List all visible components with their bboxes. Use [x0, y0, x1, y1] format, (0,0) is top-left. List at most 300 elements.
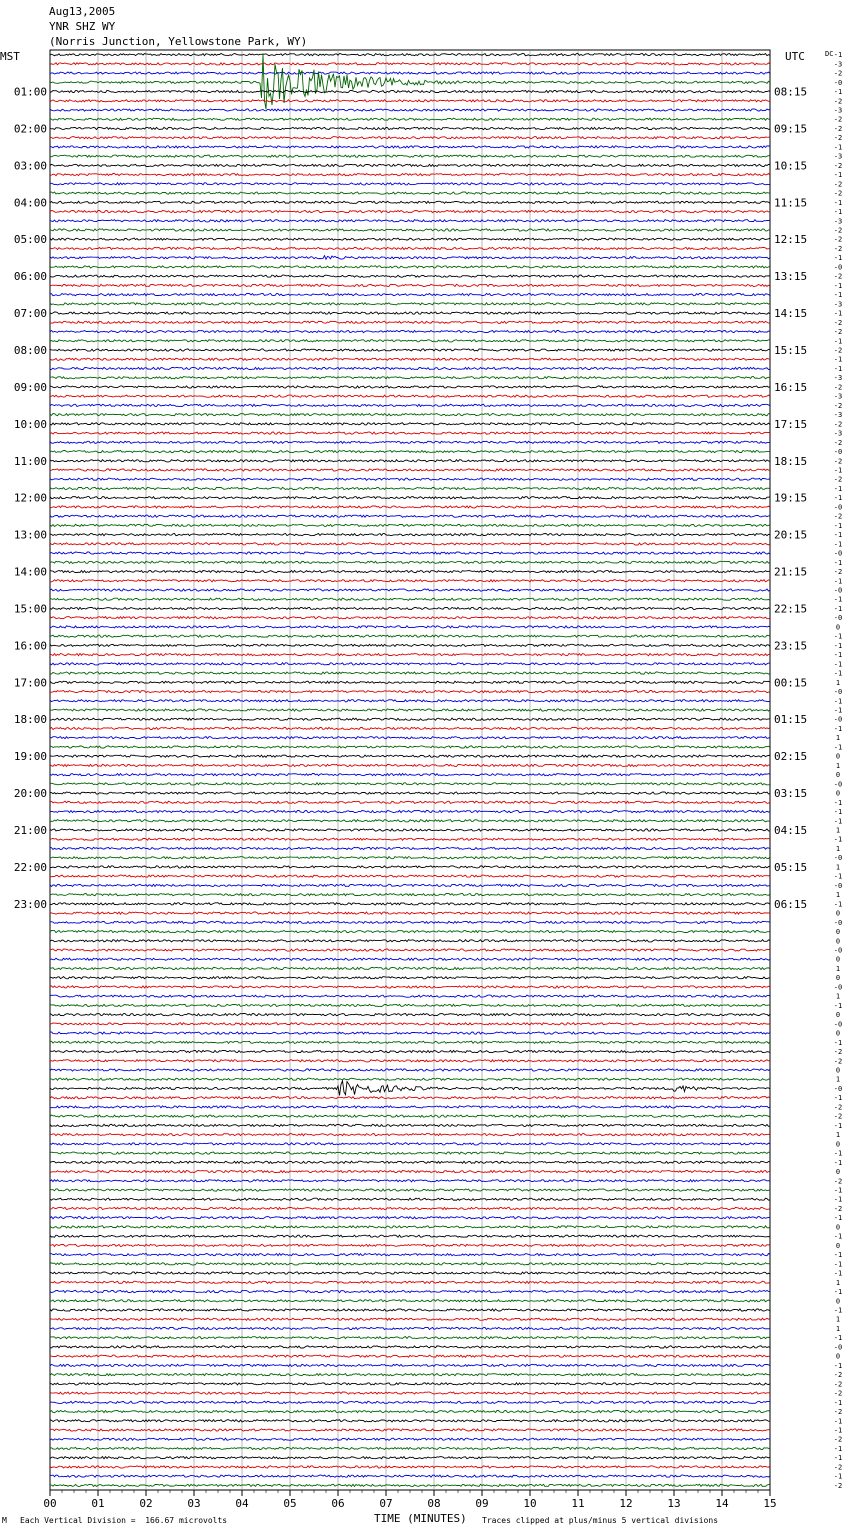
trace-line [50, 1124, 770, 1126]
trace-line [50, 709, 770, 711]
trace-line [50, 700, 770, 702]
dc-offset-label: 1 [835, 992, 841, 1001]
dc-offset-label: 0 [835, 1352, 841, 1361]
trace-line [50, 506, 770, 508]
dc-offset-label: 1 [835, 1278, 841, 1287]
dc-offset-label: -1 [833, 1472, 843, 1481]
dc-offset-label: -2 [833, 383, 843, 392]
dc-offset-label: -2 [833, 244, 843, 253]
dc-offset-label: -3 [833, 429, 843, 438]
dc-offset-label: -2 [833, 346, 843, 355]
trace-line [50, 672, 770, 674]
trace-line [50, 524, 770, 526]
trace-line [50, 155, 770, 157]
trace-line [50, 875, 770, 877]
dc-offset-label: -2 [833, 235, 843, 244]
trace-line [50, 377, 770, 379]
trace-line [50, 1457, 770, 1459]
dc-offset-label: -2 [833, 115, 843, 124]
dc-offset-label: 1 [835, 1315, 841, 1324]
dc-offset-label: 0 [835, 771, 841, 780]
trace-line [50, 783, 770, 785]
mst-hour-label: 07:00 [13, 307, 47, 321]
trace-line [50, 386, 770, 388]
trace-line [50, 90, 770, 92]
dc-offset-label: -2 [833, 1408, 843, 1417]
dc-offset-label: -1 [833, 254, 843, 263]
trace-line [50, 164, 770, 166]
dc-offset-label: -2 [833, 272, 843, 281]
trace-line [50, 903, 770, 905]
dc-offset-label: -1 [833, 706, 843, 715]
trace-line [50, 654, 770, 656]
trace-line [50, 718, 770, 720]
dc-offset-label: 0 [835, 1223, 841, 1232]
trace-line [50, 995, 770, 997]
dc-offset-label: -1 [833, 1121, 843, 1130]
trace-line [50, 1364, 770, 1366]
dc-offset-label: -1 [833, 88, 843, 97]
dc-offset-label: -1 [833, 835, 843, 844]
dc-offset-label: -1 [833, 1334, 843, 1343]
trace-line [50, 1060, 770, 1062]
dc-offset-label: -2 [833, 180, 843, 189]
trace-line [50, 838, 770, 840]
station-label: YNR SHZ WY [49, 20, 116, 33]
trace-line [50, 884, 770, 886]
mst-hour-label: 13:00 [13, 528, 47, 542]
x-tick-label: 05 [283, 1497, 297, 1510]
x-tick-label: 12 [619, 1497, 633, 1510]
dc-offset-label: -1 [833, 531, 843, 540]
dc-offset-label: -1 [833, 364, 843, 373]
dc-offset-label: -1 [833, 1232, 843, 1241]
mst-hour-label: 02:00 [13, 122, 47, 136]
trace-line [50, 1281, 770, 1283]
dc-offset-label: -2 [833, 401, 843, 410]
dc-offset-label: -2 [833, 438, 843, 447]
trace-line [50, 977, 770, 979]
trace-line [50, 912, 770, 914]
utc-hour-label: 18:15 [774, 454, 808, 468]
dc-label: DC [825, 50, 834, 58]
dc-offset-label: -1 [833, 660, 843, 669]
trace-line [50, 1392, 770, 1394]
dc-offset-label: -2 [833, 568, 843, 577]
trace-line [50, 1014, 770, 1016]
dc-offset-label: -2 [833, 1112, 843, 1121]
trace-line [50, 1023, 770, 1025]
dc-offset-label: -1 [833, 337, 843, 346]
trace-line [50, 1097, 770, 1099]
dc-offset-label: -1 [833, 1288, 843, 1297]
utc-hour-label: 15:15 [774, 344, 808, 357]
dc-offset-label: -2 [833, 97, 843, 106]
dc-offset-label: -1 [833, 1158, 843, 1167]
dc-offset-label: -1 [833, 1454, 843, 1463]
dc-offset-label: -1 [833, 743, 843, 752]
trace-line [50, 940, 770, 942]
mst-label: MST [0, 50, 20, 63]
utc-hour-label: 03:15 [774, 787, 808, 801]
dc-offset-label: -2 [833, 1103, 843, 1112]
dc-offset-label: 1 [835, 761, 841, 770]
trace-line [50, 210, 770, 212]
dc-offset-label: -2 [833, 457, 843, 466]
dc-offset-label: -1 [833, 208, 843, 217]
utc-label: UTC [785, 50, 805, 63]
dc-offset-label: -1 [833, 281, 843, 290]
dc-offset-label: -0 [833, 263, 843, 272]
trace-line [50, 201, 770, 203]
dc-offset-label: 0 [835, 752, 841, 761]
trace-line [50, 487, 770, 489]
dc-offset-label: -0 [833, 1020, 843, 1029]
dc-offset-label: -1 [833, 808, 843, 817]
trace-line [50, 792, 770, 794]
dc-offset-label: 0 [835, 789, 841, 798]
dc-offset-label: -1 [833, 697, 843, 706]
dc-offset-label: -1 [833, 1269, 843, 1278]
dc-offset-label: -2 [833, 1463, 843, 1472]
x-tick-label: 06 [331, 1497, 345, 1510]
trace-line [50, 967, 770, 969]
trace-line [50, 238, 770, 240]
mst-hour-label: 01:00 [13, 85, 47, 99]
dc-offset-label: -3 [833, 411, 843, 420]
dc-offset-label: 1 [835, 678, 841, 687]
trace-line [50, 829, 770, 831]
trace-line [50, 1309, 770, 1311]
mst-hour-label: 09:00 [13, 380, 47, 394]
dc-offset-label: -2 [833, 1481, 843, 1490]
utc-hour-label: 20:15 [774, 528, 808, 542]
dc-offset-label: -1 [833, 1001, 843, 1010]
dc-offset-label: 0 [835, 623, 841, 632]
dc-offset-label: -2 [833, 69, 843, 78]
mst-hour-label: 22:00 [13, 860, 47, 874]
trace-line [50, 534, 770, 536]
mst-hour-label: 08:00 [13, 344, 47, 357]
mst-hour-label: 21:00 [13, 824, 47, 837]
dc-offset-label: -1 [833, 724, 843, 733]
mst-hour-label: 14:00 [13, 565, 47, 579]
x-tick-label: 08 [427, 1497, 441, 1510]
trace-line [50, 1235, 770, 1237]
dc-offset-label: -0 [833, 549, 843, 558]
trace-line [50, 737, 770, 739]
trace-line [50, 1069, 770, 1071]
trace-line [50, 589, 770, 591]
trace-line [50, 1161, 770, 1163]
date-label: Aug13,2005 [49, 5, 116, 18]
trace-line [50, 580, 770, 582]
dc-offset-label: 0 [835, 1241, 841, 1250]
dc-offset-label: -0 [833, 780, 843, 789]
trace-line [50, 543, 770, 545]
trace-line [50, 137, 770, 139]
trace-line [50, 810, 770, 812]
x-tick-label: 10 [523, 1497, 537, 1510]
trace-line [50, 1050, 770, 1052]
trace-line [50, 1244, 770, 1246]
trace-line [50, 303, 770, 305]
trace-line [50, 561, 770, 563]
dc-offset-label: -1 [833, 669, 843, 678]
trace-line [50, 598, 770, 600]
dc-offset-label: 1 [835, 1324, 841, 1333]
x-tick-label: 14 [715, 1497, 729, 1510]
scale-note: Each Vertical Division = 166.67 microvolts [20, 1516, 228, 1525]
trace-line [50, 266, 770, 268]
trace-line [50, 423, 770, 425]
dc-offset-label: -0 [833, 983, 843, 992]
trace-line [50, 1152, 770, 1154]
utc-hour-label: 17:15 [774, 417, 808, 431]
utc-hour-label: 08:15 [774, 85, 808, 99]
dc-offset-label: 0 [835, 1297, 841, 1306]
x-tick-label: 02 [139, 1497, 153, 1510]
dc-offset-label: -3 [833, 152, 843, 161]
trace-line [50, 921, 770, 923]
dc-offset-label: -1 [833, 143, 843, 152]
utc-hour-label: 02:15 [774, 750, 808, 764]
x-tick-label: 09 [475, 1497, 489, 1510]
dc-offset-label: -3 [833, 374, 843, 383]
trace-line [50, 395, 770, 397]
trace-line [50, 432, 770, 434]
trace-line [50, 367, 770, 369]
mst-hour-label: 18:00 [13, 713, 47, 727]
trace-line [50, 1337, 770, 1339]
trace-line [50, 1189, 770, 1191]
trace-line [50, 256, 770, 260]
dc-offset-label: -2 [833, 124, 843, 133]
trace-line [50, 1429, 770, 1431]
utc-hour-label: 12:15 [774, 233, 808, 247]
trace-line [50, 1115, 770, 1117]
dc-offset-label: -1 [833, 641, 843, 650]
dc-offset-label: -3 [833, 217, 843, 226]
trace-line [50, 515, 770, 517]
dc-offset-label: -1 [833, 604, 843, 613]
dc-offset-label: -2 [833, 512, 843, 521]
trace-line [50, 294, 770, 296]
trace-line [50, 100, 770, 102]
dc-offset-label: -2 [833, 1204, 843, 1213]
trace-line [50, 1198, 770, 1200]
dc-offset-label: -2 [833, 189, 843, 198]
trace-line [50, 1272, 770, 1274]
trace-line [50, 644, 770, 646]
dc-offset-label: -1 [833, 1094, 843, 1103]
dc-offset-label: -1 [833, 291, 843, 300]
trace-line [50, 247, 770, 249]
trace-line [50, 275, 770, 277]
mst-hour-label: 17:00 [13, 676, 47, 690]
dc-offset-label: -0 [833, 881, 843, 890]
dc-offset-label: 1 [835, 844, 841, 853]
trace-line [50, 220, 770, 222]
trace-line [50, 1170, 770, 1172]
trace-line [50, 63, 770, 65]
trace-line [50, 755, 770, 757]
utc-hour-label: 06:15 [774, 897, 808, 911]
x-tick-label: 04 [235, 1497, 249, 1510]
trace-line [50, 1300, 770, 1302]
dc-offset-label: -0 [833, 854, 843, 863]
trace-line [50, 1134, 770, 1136]
trace-line [50, 54, 770, 56]
dc-offset-label: -3 [833, 60, 843, 69]
dc-offset-label: 0 [835, 1140, 841, 1149]
dc-offset-label: -0 [833, 448, 843, 457]
dc-offset-label: 1 [835, 1131, 841, 1140]
trace-line [50, 727, 770, 729]
trace-line [50, 118, 770, 120]
dc-offset-label: -1 [833, 484, 843, 493]
trace-line [50, 1081, 770, 1096]
dc-offset-label: -1 [833, 900, 843, 909]
dc-offset-label: -1 [833, 355, 843, 364]
trace-line [50, 820, 770, 822]
dc-offset-label: -2 [833, 475, 843, 484]
trace-line [50, 986, 770, 988]
mst-hour-label: 10:00 [13, 417, 47, 431]
trace-line [50, 607, 770, 609]
trace-line [50, 1263, 770, 1265]
dc-offset-label: -1 [833, 1417, 843, 1426]
dc-offset-label: -2 [833, 1389, 843, 1398]
trace-line [50, 847, 770, 849]
utc-hour-label: 21:15 [774, 565, 808, 579]
dc-offset-label: -0 [833, 586, 843, 595]
x-tick-label: 00 [43, 1497, 57, 1510]
utc-hour-label: 14:15 [774, 307, 808, 321]
dc-offset-label: -0 [833, 1343, 843, 1352]
x-tick-label: 11 [571, 1497, 585, 1510]
trace-line [50, 441, 770, 443]
x-tick-label: 15 [763, 1497, 777, 1510]
dc-offset-label: -1 [833, 309, 843, 318]
trace-line [50, 1106, 770, 1108]
trace-line [50, 958, 770, 960]
mst-hour-label: 15:00 [13, 602, 47, 616]
trace-line [50, 478, 770, 480]
trace-line [50, 857, 770, 859]
dc-offset-label: 0 [835, 937, 841, 946]
trace-line [50, 312, 770, 314]
dc-offset-label: 0 [835, 955, 841, 964]
trace-line [50, 404, 770, 406]
trace-line [50, 690, 770, 692]
trace-line [50, 174, 770, 176]
trace-line [50, 1410, 770, 1412]
trace-line [50, 894, 770, 896]
trace-line [50, 801, 770, 803]
dc-offset-label: -1 [833, 1260, 843, 1269]
trace-line [50, 1180, 770, 1182]
dc-offset-label: -2 [833, 318, 843, 327]
mst-hour-label: 03:00 [13, 159, 47, 173]
dc-offset-label: -0 [833, 688, 843, 697]
utc-hour-label: 16:15 [774, 380, 808, 394]
dc-offset-label: -1 [833, 1214, 843, 1223]
dc-offset-label: 0 [835, 1066, 841, 1075]
trace-line [50, 1484, 770, 1486]
utc-hour-label: 04:15 [774, 824, 808, 837]
dc-offset-label: -2 [833, 420, 843, 429]
dc-offset-label: -1 [833, 1306, 843, 1315]
dc-offset-label: -1 [833, 51, 843, 60]
dc-offset-label: 1 [835, 863, 841, 872]
trace-line [50, 1346, 770, 1348]
mst-hour-label: 11:00 [13, 454, 47, 468]
dc-offset-label: -1 [833, 1186, 843, 1195]
trace-line [50, 1383, 770, 1385]
dc-offset-label: -1 [833, 1361, 843, 1370]
utc-hour-label: 01:15 [774, 713, 808, 727]
trace-line [50, 109, 770, 111]
dc-offset-label: -2 [833, 1177, 843, 1186]
trace-line [50, 284, 770, 286]
dc-offset-label: -1 [833, 466, 843, 475]
utc-hour-label: 00:15 [774, 676, 808, 690]
dc-offset-label: 1 [835, 826, 841, 835]
trace-line [50, 1355, 770, 1357]
dc-offset-label: -1 [833, 521, 843, 530]
trace-line [50, 663, 770, 665]
dc-offset-label: -1 [833, 198, 843, 207]
dc-offset-label: -0 [833, 78, 843, 87]
dc-offset-label: -1 [833, 817, 843, 826]
trace-line [50, 358, 770, 360]
trace-line [50, 1374, 770, 1376]
trace-line [50, 497, 770, 499]
trace-line [50, 1143, 770, 1145]
dc-offset-label: -2 [833, 1371, 843, 1380]
trace-line [50, 1041, 770, 1043]
trace-line [50, 127, 770, 129]
dc-offset-label: 0 [835, 1168, 841, 1177]
trace-line [50, 72, 770, 74]
trace-line [50, 1254, 770, 1256]
dc-offset-label: -1 [833, 872, 843, 881]
dc-offset-label: 1 [835, 891, 841, 900]
utc-hour-label: 05:15 [774, 860, 808, 874]
trace-line [50, 192, 770, 194]
dc-offset-label: -1 [833, 1444, 843, 1453]
dc-offset-label: -2 [833, 1048, 843, 1057]
dc-offset-label: -1 [833, 577, 843, 586]
dc-offset-label: -1 [833, 651, 843, 660]
trace-line [50, 321, 770, 323]
trace-line [50, 746, 770, 748]
dc-offset-label: -0 [833, 918, 843, 927]
utc-hour-label: 09:15 [774, 122, 808, 136]
dc-offset-label: -2 [833, 134, 843, 143]
trace-line [50, 469, 770, 471]
trace-line [50, 1420, 770, 1422]
trace-line [50, 1207, 770, 1209]
dc-offset-label: -1 [833, 1398, 843, 1407]
trace-line [50, 617, 770, 619]
dc-offset-label: -2 [833, 1380, 843, 1389]
mst-hour-label: 04:00 [13, 196, 47, 210]
dc-offset-label: 0 [835, 909, 841, 918]
dc-offset-label: -1 [833, 798, 843, 807]
trace-line [50, 949, 770, 951]
